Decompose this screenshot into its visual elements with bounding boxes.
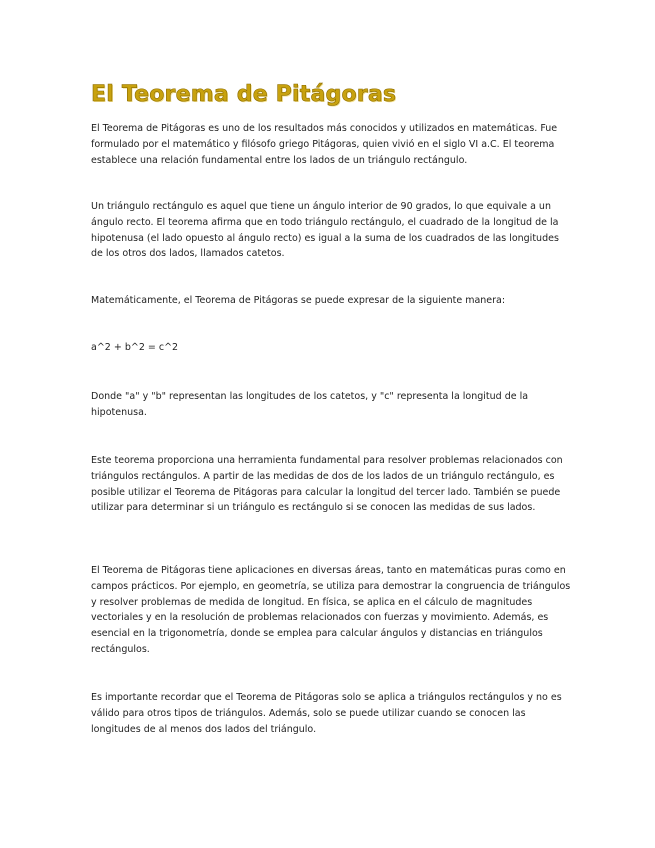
paragraph-limitations: Es importante recordar que el Teorema de Pitágoras solo se aplica a triángulos rectángulos y no es válido para otros tipos de triángulos. Además, solo se puede utilizar cuando se conocen las longitudes de al menos dos lados del triángulo. xyxy=(91,692,562,735)
document-title: El Teorema de Pitágoras xyxy=(91,82,397,107)
paragraph-applications: El Teorema de Pitágoras tiene aplicaciones en diversas áreas, tanto en matemáticas puras como en campos prácticos. Por ejemplo, en geometría, se utiliza para demostrar la congruencia de triángulos y resolver problemas de medida de longitud. En física, se aplica en el cálculo de magnitudes vectoriales y en la resolución de problemas relacionados con fuerzas y movimiento. Además, es esencial en la trigonometría, donde se emplea para calcular ángulos y distancias en triángulos rectángulos. xyxy=(91,565,571,655)
paragraph-usefulness: Este teorema proporciona una herramienta fundamental para resolver problemas relacionados con triángulos rectángulos. A partir de las medidas de dos de los lados de un triángulo rectángulo, es posible utilizar el Teorema de Pitágoras para calcular la longitud del tercer lado. También se puede utilizar para determinar si un triángulo es rectángulo si se conocen las medidas de sus lados. xyxy=(91,455,563,514)
formula: a^2 + b^2 = c^2 xyxy=(91,342,179,353)
paragraph-introduction: El Teorema de Pitágoras es uno de los resultados más conocidos y utilizados en matemáticas. Fue formulado por el matemático y filósofo griego Pitágoras, quien vivió en el siglo VI a.C. El teorema establece una relación fundamental entre los lados de un triángulo rectángulo. xyxy=(91,123,558,166)
paragraph-definition: Un triángulo rectángulo es aquel que tiene un ángulo interior de 90 grados, lo que equivale a un ángulo recto. El teorema afirma que en todo triángulo rectángulo, el cuadrado de la longitud de la hipotenusa (el lado opuesto al ángulo recto) es igual a la suma de los cuadrados de las longitudes de los otros dos lados, llamados catetos. xyxy=(91,201,559,260)
paragraph-expression-intro: Matemáticamente, el Teorema de Pitágoras se puede expresar de la siguiente manera: xyxy=(91,295,506,306)
paragraph-variables: Donde "a" y "b" representan las longitudes de los catetos, y "c" representa la longitud de la hipotenusa. xyxy=(91,391,529,418)
